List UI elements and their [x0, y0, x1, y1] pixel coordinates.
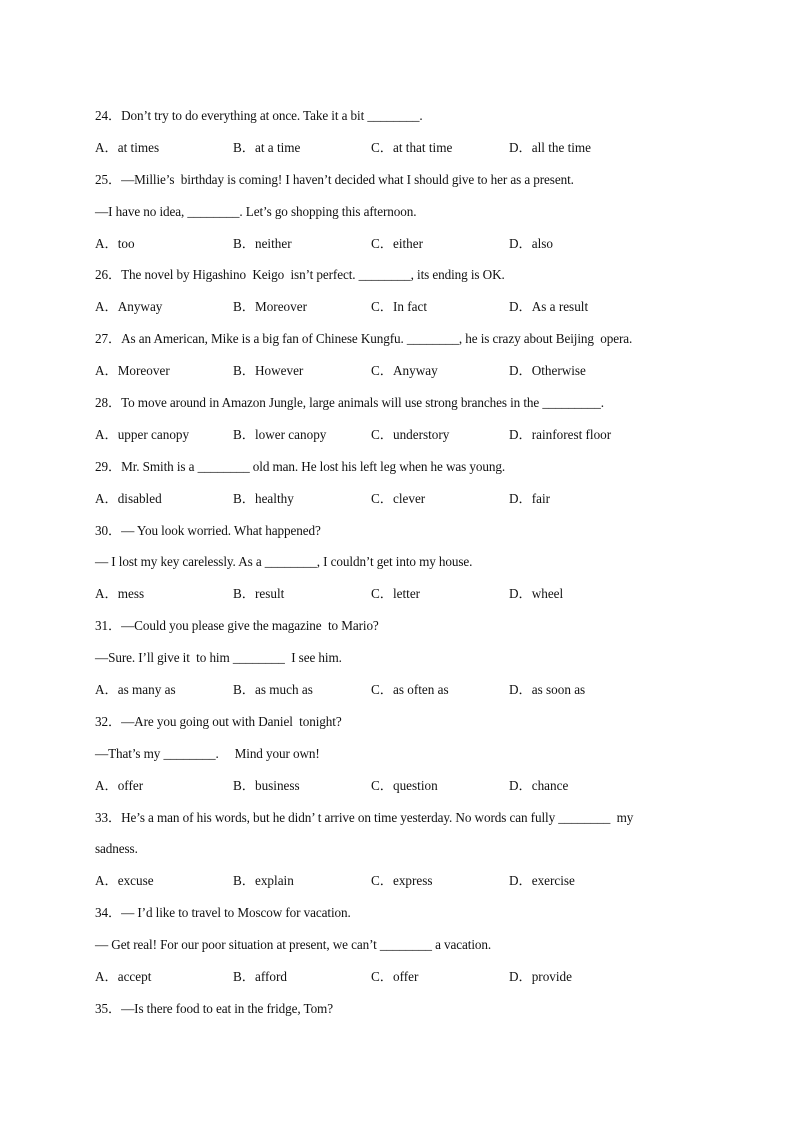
- question-stem-continued: —Sure. I’ll give it to him ________ I see him.: [95, 650, 342, 666]
- answer-options: [95, 674, 695, 706]
- question-block: [95, 706, 695, 802]
- answer-option-d: D．provide: [509, 969, 572, 985]
- question-block: [95, 387, 695, 451]
- answer-options: [95, 419, 695, 451]
- answer-option-b: B．afford: [233, 969, 287, 985]
- question-block: [95, 451, 695, 515]
- answer-option-a: A．mess: [95, 586, 145, 602]
- question-block: [95, 164, 695, 260]
- answer-option-c: C．as often as: [371, 682, 449, 698]
- question-stem: 30．— You look worried. What happened?: [95, 522, 321, 538]
- answer-option-d: D．Otherwise: [509, 363, 586, 379]
- question-block: [95, 100, 695, 164]
- answer-options: [95, 770, 695, 802]
- answer-option-c: C．clever: [371, 490, 426, 506]
- question-block: [95, 802, 695, 898]
- answer-option-a: A．at times: [95, 139, 160, 155]
- answer-option-a: A．disabled: [95, 490, 162, 506]
- answer-option-b: B．explain: [233, 873, 294, 889]
- answer-option-d: D．wheel: [509, 586, 564, 602]
- answer-option-c: C．at that time: [371, 139, 453, 155]
- answer-option-c: C．question: [371, 777, 438, 793]
- answer-option-a: A．excuse: [95, 873, 154, 889]
- answer-options: [95, 578, 695, 610]
- answer-option-c: C．express: [371, 873, 433, 889]
- answer-option-d: D．all the time: [509, 139, 592, 155]
- answer-option-b: B．lower canopy: [233, 426, 327, 442]
- question-stem: 26．The novel by Higashino Keigo isn’t perfect. ________, its ending is OK.: [95, 267, 505, 283]
- answer-option-a: A．Anyway: [95, 299, 163, 315]
- question-block: [95, 259, 695, 323]
- question-stem: 34．— I’d like to travel to Moscow for vacation.: [95, 905, 351, 921]
- answer-option-a: A．Moreover: [95, 363, 170, 379]
- answer-option-b: B．Moreover: [233, 299, 307, 315]
- answer-options: [95, 865, 695, 897]
- answer-options: [95, 291, 695, 323]
- answer-option-c: C．offer: [371, 969, 419, 985]
- question-block: [95, 993, 695, 1025]
- answer-option-c: C．Anyway: [371, 363, 438, 379]
- question-stem: 27．As an American, Mike is a big fan of Chinese Kungfu. ________, he is crazy about Beijing opera.: [95, 331, 633, 347]
- answer-options: [95, 483, 695, 515]
- answer-option-b: B．at a time: [233, 139, 301, 155]
- answer-option-d: D．rainforest floor: [509, 426, 612, 442]
- answer-options: [95, 961, 695, 993]
- question-stem: 28．To move around in Amazon Jungle, large animals will use strong branches in the _________.: [95, 395, 604, 411]
- answer-option-d: D．as soon as: [509, 682, 586, 698]
- question-stem-continued: — I lost my key carelessly. As a ________, I couldn’t get into my house.: [95, 554, 473, 570]
- answer-option-a: A．as many as: [95, 682, 176, 698]
- question-stem: 32．—Are you going out with Daniel tonight?: [95, 713, 342, 729]
- answer-option-d: D．also: [509, 235, 553, 251]
- question-stem: 35．—Is there food to eat in the fridge, Tom?: [95, 1000, 333, 1016]
- question-stem: 24．Don’t try to do everything at once. Take it a bit ________.: [95, 108, 423, 123]
- answer-option-b: B．result: [233, 586, 285, 602]
- answer-option-d: D．chance: [509, 777, 569, 793]
- question-block: [95, 610, 695, 706]
- answer-option-d: D．As a result: [509, 299, 589, 315]
- answer-option-b: B．However: [233, 363, 304, 379]
- question-stem: 25．—Millie’s birthday is coming! I haven’t decided what I should give to her as a present.: [95, 171, 574, 187]
- answer-option-b: B．healthy: [233, 490, 294, 506]
- answer-option-a: A．upper canopy: [95, 426, 190, 442]
- answer-option-a: A．accept: [95, 969, 152, 985]
- answer-option-b: B．neither: [233, 235, 292, 251]
- answer-option-a: A．too: [95, 235, 135, 251]
- answer-option-a: A．offer: [95, 777, 144, 793]
- answer-option-c: C．understory: [371, 426, 450, 442]
- answer-options: [95, 228, 695, 260]
- question-stem-continued: sadness.: [95, 841, 138, 857]
- question-block: [95, 515, 695, 611]
- answer-option-c: C．either: [371, 235, 424, 251]
- question-block: [95, 897, 695, 993]
- answer-option-c: C．In fact: [371, 299, 428, 315]
- question-list: [95, 100, 695, 1025]
- answer-option-c: C．letter: [371, 586, 421, 602]
- answer-option-b: B．business: [233, 777, 300, 793]
- answer-option-b: B．as much as: [233, 682, 313, 698]
- question-stem-continued: — Get real! For our poor situation at present, we can’t ________ a vacation.: [95, 937, 492, 953]
- question-stem-continued: —That’s my ________. Mind your own!: [95, 745, 320, 761]
- answer-options: [95, 132, 695, 164]
- question-stem: 33．He’s a man of his words, but he didn’ t arrive on time yesterday. No words can fully ________ my: [95, 809, 634, 825]
- answer-options: [95, 355, 695, 387]
- question-stem: 29．Mr. Smith is a ________ old man. He lost his left leg when he was young.: [95, 458, 506, 474]
- question-stem-continued: —I have no idea, ________. Let’s go shopping this afternoon.: [95, 203, 417, 219]
- question-stem: 31．—Could you please give the magazine to Mario?: [95, 618, 379, 634]
- answer-option-d: D．fair: [509, 490, 551, 506]
- question-block: [95, 323, 695, 387]
- answer-option-d: D．exercise: [509, 873, 575, 889]
